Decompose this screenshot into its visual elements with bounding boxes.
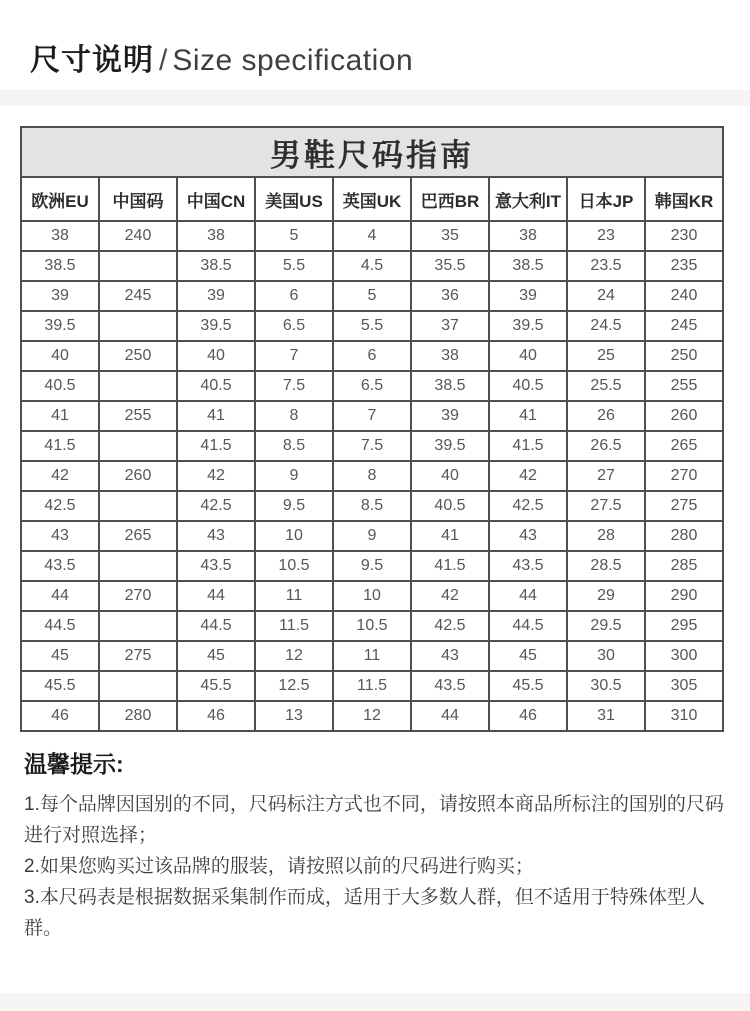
table-row <box>21 251 723 281</box>
table-cell: 35.5 <box>411 251 489 281</box>
table-cell: 270 <box>645 461 723 491</box>
table-cell: 6.5 <box>255 311 333 341</box>
table-row <box>21 311 723 341</box>
table-cell: 6 <box>255 281 333 311</box>
table-cell: 45 <box>177 641 255 671</box>
table-cell: 300 <box>645 641 723 671</box>
table-cell: 45.5 <box>21 671 99 701</box>
table-cell: 5.5 <box>333 311 411 341</box>
table-cell: 11 <box>255 581 333 611</box>
table-cell <box>99 431 177 461</box>
table-cell: 46 <box>489 701 567 731</box>
table-cell: 275 <box>645 491 723 521</box>
table-title: 男鞋尺码指南 <box>21 127 723 177</box>
table-cell: 285 <box>645 551 723 581</box>
table-cell: 38.5 <box>489 251 567 281</box>
table-cell: 255 <box>99 401 177 431</box>
table-cell: 39 <box>21 281 99 311</box>
table-cell: 245 <box>645 311 723 341</box>
table-cell: 9.5 <box>255 491 333 521</box>
table-cell: 43.5 <box>411 671 489 701</box>
table-cell: 43 <box>489 521 567 551</box>
table-cell: 40.5 <box>411 491 489 521</box>
table-cell: 290 <box>645 581 723 611</box>
table-cell: 27 <box>567 461 645 491</box>
notes-list <box>24 789 724 944</box>
table-cell: 45.5 <box>489 671 567 701</box>
notes-title: 温馨提示: <box>24 751 124 777</box>
table-row <box>21 671 723 701</box>
table-cell: 40.5 <box>21 371 99 401</box>
column-header: 巴西BR <box>411 177 489 221</box>
table-cell: 260 <box>99 461 177 491</box>
table-cell: 5 <box>333 281 411 311</box>
table-row <box>21 551 723 581</box>
table-cell: 45 <box>21 641 99 671</box>
table-cell: 27.5 <box>567 491 645 521</box>
table-cell: 24 <box>567 281 645 311</box>
table-cell: 250 <box>99 341 177 371</box>
table-cell: 39.5 <box>489 311 567 341</box>
table-cell: 23.5 <box>567 251 645 281</box>
table-cell: 12 <box>333 701 411 731</box>
table-cell: 23 <box>567 221 645 251</box>
table-cell: 41 <box>489 401 567 431</box>
table-cell: 280 <box>645 521 723 551</box>
table-cell: 8.5 <box>333 491 411 521</box>
table-row <box>21 521 723 551</box>
table-cell: 43.5 <box>177 551 255 581</box>
table-cell: 25 <box>567 341 645 371</box>
table-row <box>21 341 723 371</box>
table-cell: 9 <box>255 461 333 491</box>
table-cell: 45.5 <box>177 671 255 701</box>
table-cell <box>99 611 177 641</box>
table-cell: 26 <box>567 401 645 431</box>
table-cell: 235 <box>645 251 723 281</box>
table-cell: 44 <box>489 581 567 611</box>
note-item: 3.本尺码表是根据数据采集制作而成，适用于大多数人群，但不适用于特殊体型人群。 <box>24 887 705 939</box>
section-divider <box>0 90 750 106</box>
table-cell: 42 <box>489 461 567 491</box>
table-cell: 42.5 <box>21 491 99 521</box>
size-table-head <box>21 127 723 221</box>
table-cell: 46 <box>21 701 99 731</box>
table-cell: 39 <box>411 401 489 431</box>
table-cell: 41 <box>177 401 255 431</box>
table-cell: 29.5 <box>567 611 645 641</box>
table-cell: 38 <box>489 221 567 251</box>
table-cell: 44.5 <box>177 611 255 641</box>
table-cell: 38 <box>411 341 489 371</box>
table-cell: 39 <box>489 281 567 311</box>
table-cell: 39.5 <box>21 311 99 341</box>
table-cell: 11.5 <box>333 671 411 701</box>
table-row <box>21 371 723 401</box>
table-cell: 5.5 <box>255 251 333 281</box>
table-cell: 265 <box>99 521 177 551</box>
table-cell: 295 <box>645 611 723 641</box>
table-cell: 39.5 <box>411 431 489 461</box>
table-cell: 305 <box>645 671 723 701</box>
page-title-en: Size specification <box>172 44 414 77</box>
table-cell: 7 <box>333 401 411 431</box>
table-cell <box>99 491 177 521</box>
table-cell <box>99 671 177 701</box>
table-cell: 275 <box>99 641 177 671</box>
table-cell: 260 <box>645 401 723 431</box>
size-table-body <box>21 221 723 731</box>
table-cell: 41.5 <box>177 431 255 461</box>
table-cell: 41 <box>21 401 99 431</box>
column-header: 中国CN <box>177 177 255 221</box>
table-cell: 280 <box>99 701 177 731</box>
table-cell: 8 <box>333 461 411 491</box>
table-cell: 40 <box>177 341 255 371</box>
note-item: 1.每个品牌因国别的不同，尺码标注方式也不同，请按照本商品所标注的国别的尺码进行对照选择； <box>24 794 724 846</box>
table-cell: 41.5 <box>21 431 99 461</box>
table-cell: 265 <box>645 431 723 461</box>
table-cell: 40 <box>21 341 99 371</box>
note-item: 2.如果您购买过该品牌的服装，请按照以前的尺码进行购买； <box>24 856 534 877</box>
table-cell: 44 <box>21 581 99 611</box>
footer-bar <box>0 993 750 1011</box>
table-cell: 38 <box>177 221 255 251</box>
table-cell: 29 <box>567 581 645 611</box>
table-cell: 45 <box>489 641 567 671</box>
table-cell <box>99 551 177 581</box>
table-cell: 30.5 <box>567 671 645 701</box>
table-cell: 7 <box>255 341 333 371</box>
table-row <box>21 281 723 311</box>
page-title-zh: 尺寸说明 <box>30 44 154 77</box>
table-cell: 12.5 <box>255 671 333 701</box>
table-row <box>21 641 723 671</box>
table-cell: 245 <box>99 281 177 311</box>
table-cell: 255 <box>645 371 723 401</box>
table-cell: 270 <box>99 581 177 611</box>
table-cell <box>99 371 177 401</box>
table-cell: 42.5 <box>489 491 567 521</box>
table-cell: 310 <box>645 701 723 731</box>
page-title-separator: / <box>159 44 168 77</box>
table-cell: 26.5 <box>567 431 645 461</box>
table-cell: 38.5 <box>411 371 489 401</box>
table-cell: 43 <box>21 521 99 551</box>
table-cell: 42.5 <box>411 611 489 641</box>
table-row <box>21 461 723 491</box>
table-cell: 41.5 <box>411 551 489 581</box>
column-header: 韩国KR <box>645 177 723 221</box>
table-cell: 28.5 <box>567 551 645 581</box>
table-row <box>21 491 723 521</box>
column-header: 美国US <box>255 177 333 221</box>
column-header: 中国码 <box>99 177 177 221</box>
table-cell: 230 <box>645 221 723 251</box>
table-cell: 42.5 <box>177 491 255 521</box>
table-cell: 42 <box>177 461 255 491</box>
table-cell: 40.5 <box>489 371 567 401</box>
table-cell: 42 <box>411 581 489 611</box>
table-cell: 43.5 <box>489 551 567 581</box>
table-cell: 39.5 <box>177 311 255 341</box>
table-cell: 10 <box>333 581 411 611</box>
table-cell: 38.5 <box>177 251 255 281</box>
table-cell: 4.5 <box>333 251 411 281</box>
column-header: 欧洲EU <box>21 177 99 221</box>
column-header: 意大利IT <box>489 177 567 221</box>
table-cell: 7.5 <box>333 431 411 461</box>
table-cell: 9.5 <box>333 551 411 581</box>
table-cell: 41 <box>411 521 489 551</box>
table-row <box>21 611 723 641</box>
table-cell: 13 <box>255 701 333 731</box>
table-cell: 10.5 <box>333 611 411 641</box>
table-cell: 40 <box>489 341 567 371</box>
table-title-row <box>21 127 723 177</box>
table-cell: 40.5 <box>177 371 255 401</box>
table-row <box>21 581 723 611</box>
table-cell: 40 <box>411 461 489 491</box>
table-cell: 6.5 <box>333 371 411 401</box>
table-cell: 10 <box>255 521 333 551</box>
table-cell <box>99 311 177 341</box>
table-cell: 6 <box>333 341 411 371</box>
page-title <box>0 0 750 78</box>
table-cell: 240 <box>645 281 723 311</box>
table-cell: 42 <box>21 461 99 491</box>
table-header-row <box>21 177 723 221</box>
table-cell: 44.5 <box>21 611 99 641</box>
table-cell: 44 <box>411 701 489 731</box>
table-cell: 43 <box>177 521 255 551</box>
table-cell: 24.5 <box>567 311 645 341</box>
table-cell: 28 <box>567 521 645 551</box>
table-cell: 31 <box>567 701 645 731</box>
table-cell: 250 <box>645 341 723 371</box>
table-row <box>21 221 723 251</box>
table-cell: 4 <box>333 221 411 251</box>
table-cell: 43.5 <box>21 551 99 581</box>
table-row <box>21 701 723 731</box>
table-cell: 44.5 <box>489 611 567 641</box>
table-cell: 12 <box>255 641 333 671</box>
table-cell: 8.5 <box>255 431 333 461</box>
table-cell: 44 <box>177 581 255 611</box>
table-cell: 25.5 <box>567 371 645 401</box>
table-cell: 240 <box>99 221 177 251</box>
table-cell: 43 <box>411 641 489 671</box>
table-cell: 30 <box>567 641 645 671</box>
table-cell: 11 <box>333 641 411 671</box>
table-cell: 5 <box>255 221 333 251</box>
table-row <box>21 431 723 461</box>
table-cell: 46 <box>177 701 255 731</box>
column-header: 英国UK <box>333 177 411 221</box>
table-cell: 36 <box>411 281 489 311</box>
table-cell: 9 <box>333 521 411 551</box>
table-cell: 38.5 <box>21 251 99 281</box>
table-cell: 10.5 <box>255 551 333 581</box>
table-cell: 11.5 <box>255 611 333 641</box>
table-cell: 8 <box>255 401 333 431</box>
table-cell <box>99 251 177 281</box>
table-cell: 39 <box>177 281 255 311</box>
table-cell: 41.5 <box>489 431 567 461</box>
table-row <box>21 401 723 431</box>
table-cell: 7.5 <box>255 371 333 401</box>
size-table <box>20 126 724 732</box>
notes-section <box>24 746 724 944</box>
table-cell: 35 <box>411 221 489 251</box>
column-header: 日本JP <box>567 177 645 221</box>
table-cell: 37 <box>411 311 489 341</box>
table-cell: 38 <box>21 221 99 251</box>
